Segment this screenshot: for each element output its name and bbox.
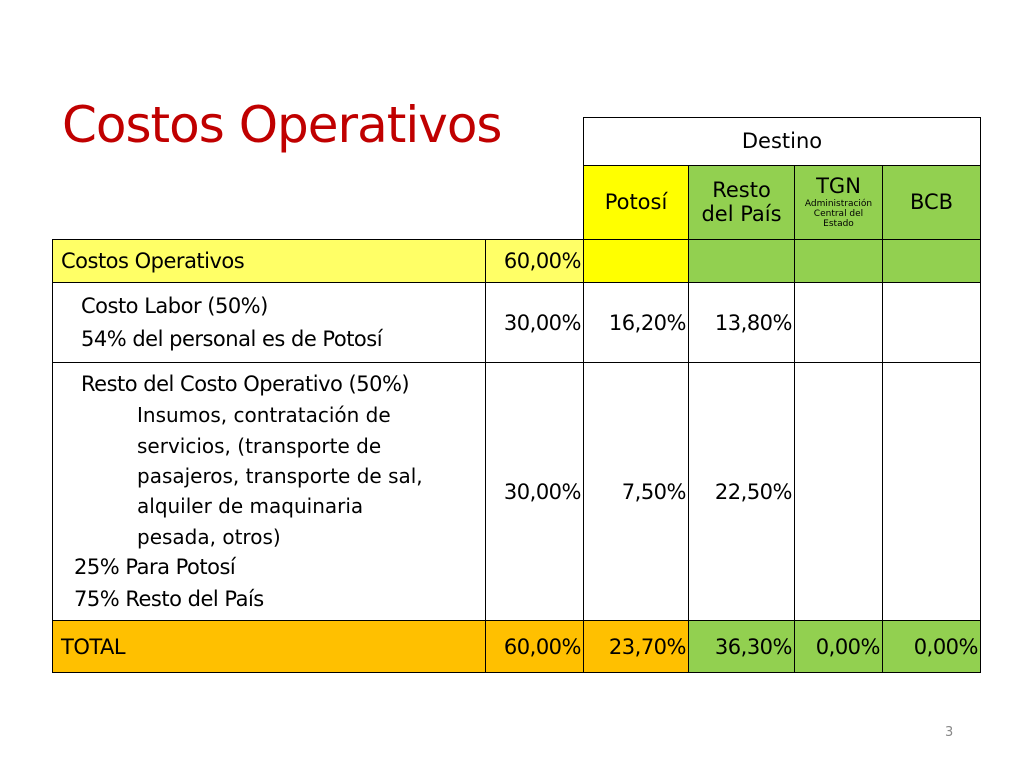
- col-header-tgn-sub2: Central del: [813, 208, 864, 219]
- row-resto-desc3: pasajeros, transporte de sal,: [137, 464, 423, 489]
- col-header-tgn-sub3: Estado: [823, 219, 854, 230]
- row-resto-line-potosi: 25% Para Potosí: [74, 555, 236, 580]
- row-total-tgn: 0,00%: [795, 621, 883, 673]
- row-costos-tgn: [795, 240, 883, 283]
- col-header-resto-line1: Resto: [712, 178, 771, 203]
- table-row-total: [53, 621, 981, 673]
- row-resto-line-resto: 75% Resto del País: [74, 586, 264, 611]
- row-costos-resto: [689, 240, 795, 283]
- row-resto-tgn: [795, 363, 883, 621]
- row-labor-bcb: [883, 283, 981, 363]
- row-resto-potosi: 7,50%: [584, 363, 689, 621]
- col-header-tgn-sub1: Administración: [804, 198, 873, 209]
- row-resto-description: [53, 400, 485, 552]
- row-resto-desc2: servicios, (transporte de: [137, 433, 382, 458]
- row-resto-total: 30,00%: [486, 363, 584, 621]
- col-header-potosi: Potosí: [584, 166, 689, 240]
- page-title: Costos Operativos: [62, 96, 502, 154]
- row-resto-line1: Resto del Costo Operativo (50%): [81, 371, 410, 396]
- col-header-resto-line2: del País: [701, 201, 782, 226]
- row-labor-potosi: 16,20%: [584, 283, 689, 363]
- table-row-costos: [53, 240, 981, 283]
- col-header-tgn-label: TGN: [816, 174, 861, 199]
- row-resto-desc5: pesada, otros): [137, 524, 281, 549]
- col-header-resto: [689, 166, 795, 240]
- row-total-bcb: 0,00%: [883, 621, 981, 673]
- row-labor-label: [53, 283, 486, 363]
- col-header-tgn: [795, 166, 883, 240]
- row-resto-label: [53, 363, 486, 621]
- row-labor-line2: 54% del personal es de Potosí: [81, 326, 383, 351]
- table-row-labor: [53, 283, 981, 363]
- row-labor-line1: Costo Labor (50%): [81, 293, 268, 318]
- row-costos-label: Costos Operativos: [53, 240, 486, 283]
- destino-header: Destino: [584, 118, 981, 166]
- row-labor-resto: 13,80%: [689, 283, 795, 363]
- destino-header-table: [583, 117, 981, 240]
- costs-table: [52, 239, 981, 673]
- row-resto-desc1: Insumos, contratación de: [137, 403, 391, 428]
- row-total-resto: 36,30%: [689, 621, 795, 673]
- row-total-potosi: 23,70%: [584, 621, 689, 673]
- row-costos-potosi: [584, 240, 689, 283]
- row-resto-desc4: alquiler de maquinaria: [137, 494, 364, 519]
- table-row-resto-costo: [53, 363, 981, 621]
- row-costos-bcb: [883, 240, 981, 283]
- row-resto-resto: 22,50%: [689, 363, 795, 621]
- row-total-total: 60,00%: [486, 621, 584, 673]
- page-number: 3: [945, 725, 954, 740]
- row-labor-tgn: [795, 283, 883, 363]
- row-total-label: TOTAL: [53, 621, 486, 673]
- row-labor-total: 30,00%: [486, 283, 584, 363]
- row-resto-bcb: [883, 363, 981, 621]
- row-costos-total: 60,00%: [486, 240, 584, 283]
- col-header-bcb: BCB: [883, 166, 981, 240]
